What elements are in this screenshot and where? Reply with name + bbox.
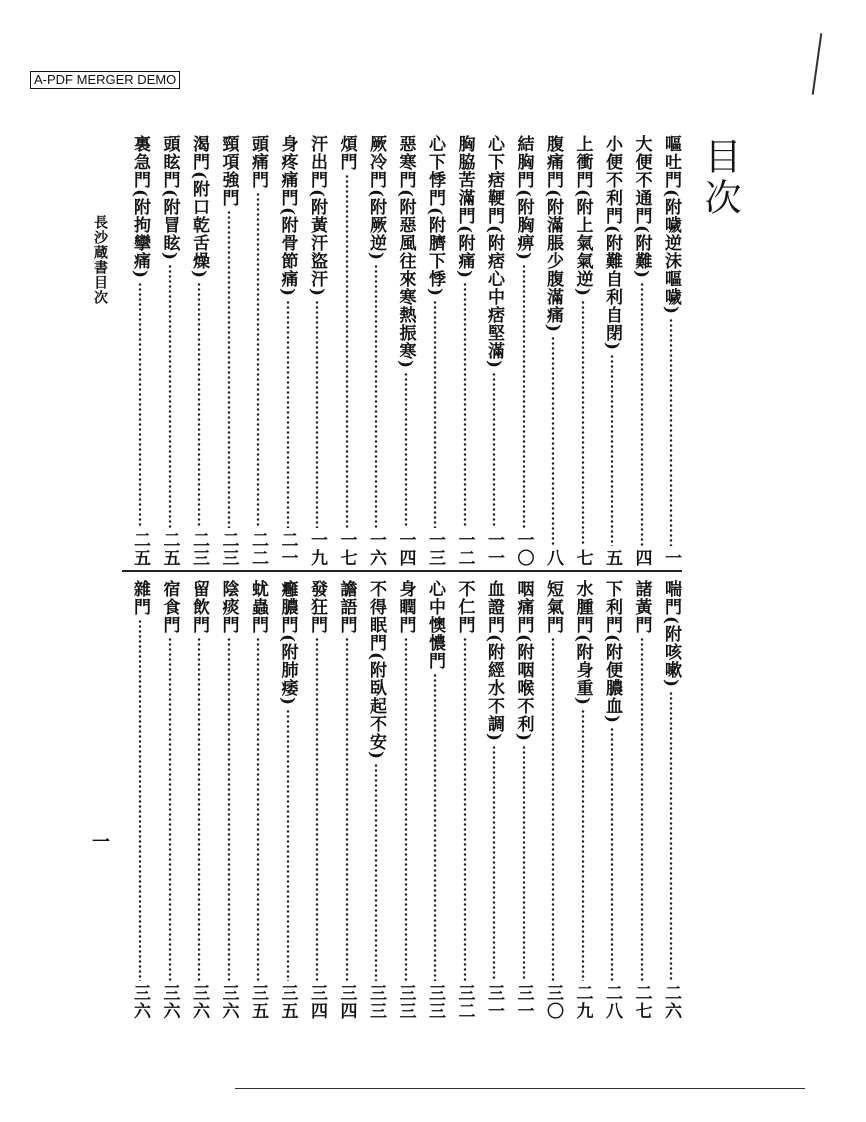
divider-line: [122, 570, 682, 572]
toc-entry: [572, 580, 594, 1020]
toc-entry: [218, 135, 240, 567]
toc-entry-title: 頭眩門(附冒眩): [159, 135, 180, 262]
toc-entry-title: 結胸門(附胸痹): [513, 135, 534, 262]
toc-entry-page: 三四: [336, 984, 357, 1020]
toc-entry-page: 四: [631, 549, 652, 567]
dot-leader: [365, 763, 387, 981]
dot-leader: [454, 282, 476, 528]
dot-leader: [660, 318, 682, 546]
toc-entry: [483, 135, 505, 567]
toc-entry-page: 三一: [513, 984, 534, 1020]
toc-entry-title: 心下痞鞕門(附痞心中痞堅滿): [484, 135, 504, 370]
toc-entry: [454, 135, 476, 567]
toc-entry-page: 三〇: [543, 984, 563, 1020]
toc-entry-title: 留飲門: [189, 580, 209, 634]
toc-entry: [454, 580, 476, 1020]
toc-entry: [277, 135, 299, 567]
toc-entry: [336, 135, 358, 567]
dot-leader: [277, 709, 299, 981]
toc-entry: [424, 580, 446, 1020]
toc-entry: [159, 135, 181, 567]
toc-entry-title: 短氣門: [543, 580, 563, 634]
toc-entry-title: 渴門(附口乾舌燥): [189, 135, 209, 280]
dot-leader: [247, 192, 269, 528]
toc-entry: [129, 135, 151, 567]
toc-entry-title: 嘔吐門(附噦逆沫嘔噦): [661, 135, 681, 316]
toc-entry-page: 三六: [130, 984, 150, 1020]
dot-leader: [218, 637, 240, 981]
toc-entry: [601, 135, 623, 567]
toc-entry-title: 腹痛門(附滿脹少腹滿痛): [543, 135, 563, 334]
toc-entry-page: 一: [661, 549, 681, 567]
toc-entry-page: 三三: [425, 984, 445, 1020]
toc-entry-title: 癰膿門(附肺痿): [277, 580, 298, 707]
toc-entry-title: 不得眠門(附臥起不安): [366, 580, 386, 761]
toc-entry-title: 宿食門: [159, 580, 180, 634]
toc-entry: [188, 580, 210, 1020]
dot-leader: [542, 637, 564, 981]
toc-entry: [218, 580, 240, 1020]
toc-entry: [542, 135, 564, 567]
toc-entry-title: 身疼痛門(附骨節痛): [277, 135, 298, 298]
toc-entry-page: 三一: [484, 984, 504, 1020]
toc-entry-page: 一〇: [513, 531, 534, 567]
toc-entry-title: 喘門(附咳嗽): [661, 580, 681, 689]
toc-entry: [129, 580, 151, 1020]
toc-entry-page: 二三: [218, 531, 239, 567]
toc-entry-page: 二二: [248, 531, 268, 567]
toc-entry-page: 三六: [189, 984, 209, 1020]
toc-entry: [660, 580, 682, 1020]
dot-leader: [336, 637, 358, 981]
toc-entry-page: 一九: [307, 531, 327, 567]
dot-leader: [306, 637, 328, 981]
toc-entry-page: 二三: [189, 531, 209, 567]
toc-entry-title: 心下悸門(附臍下悸): [425, 135, 445, 298]
toc-entry-title: 水腫門(附身重): [572, 580, 593, 707]
dot-leader: [129, 282, 151, 528]
toc-entry-title: 厥冷門(附厥逆): [366, 135, 386, 262]
toc-entry-title: 汗出門(附黃汗盜汗): [307, 135, 327, 298]
dot-leader: [188, 282, 210, 528]
dot-leader: [631, 282, 653, 546]
toc-entry-title: 發狂門: [307, 580, 327, 634]
toc-entry-page: 三五: [277, 984, 298, 1020]
dot-leader: [483, 745, 505, 981]
toc-entry-page: 一三: [425, 531, 445, 567]
dot-leader: [159, 264, 181, 528]
dot-leader: [395, 372, 417, 528]
toc-entry: [572, 135, 594, 567]
toc-entry-title: 小便不利門(附難自利自閉): [602, 135, 622, 352]
toc-entry-page: 二五: [130, 531, 150, 567]
dot-leader: [306, 300, 328, 528]
dot-leader: [424, 673, 446, 981]
dot-leader: [365, 264, 387, 528]
toc-entry: [365, 135, 387, 567]
toc-entry-page: 二八: [602, 984, 622, 1020]
toc-entry: [601, 580, 623, 1020]
dot-leader: [483, 372, 505, 528]
dot-leader: [572, 709, 594, 981]
dot-leader: [601, 727, 623, 981]
toc-entry-title: 下利門(附便膿血): [602, 580, 622, 725]
toc-entry-title: 裏急門(附拘攣痛): [130, 135, 150, 280]
toc-entry-title: 大便不通門(附難): [631, 135, 652, 280]
dot-leader: [336, 174, 358, 528]
toc-entry: [159, 580, 181, 1020]
toc-entry-title: 頸項強門: [218, 135, 239, 207]
toc-entry-title: 胸脇苦滿門(附痛): [454, 135, 475, 280]
toc-entry-page: 三四: [307, 984, 327, 1020]
page-title: 目次: [698, 137, 741, 219]
toc-entry-title: 譫語門: [336, 580, 357, 634]
dot-leader: [424, 300, 446, 528]
toc-entry: [336, 580, 358, 1020]
toc-entry: [395, 580, 417, 1020]
dot-leader: [218, 210, 240, 528]
toc-entry-page: 五: [602, 549, 622, 567]
toc-entry-title: 頭痛門: [248, 135, 268, 189]
toc-entry: [247, 580, 269, 1020]
toc-entry-title: 心中懊憹門: [425, 580, 445, 670]
toc-entry: [365, 580, 387, 1020]
toc-entry-page: 一四: [395, 531, 416, 567]
toc-entry-page: 一七: [336, 531, 357, 567]
dot-leader: [188, 637, 210, 981]
scan-mark: [812, 33, 823, 95]
running-footer: 長沙蔵書目次: [92, 215, 108, 305]
toc-entry: [483, 580, 505, 1020]
dot-leader: [542, 336, 564, 546]
toc-entry: [188, 135, 210, 567]
dot-leader: [513, 745, 535, 981]
toc-entry-page: 二九: [572, 984, 593, 1020]
dot-leader: [129, 619, 151, 981]
dot-leader: [660, 691, 682, 981]
toc-entry: [513, 580, 535, 1020]
toc-entry-page: 三五: [248, 984, 268, 1020]
toc-entry-title: 血證門(附經水不調): [484, 580, 504, 743]
dot-leader: [247, 637, 269, 981]
dot-leader: [454, 637, 476, 981]
toc-entry: [424, 135, 446, 567]
toc-entry-page: 二六: [661, 984, 681, 1020]
toc-entry-page: 一一: [484, 531, 504, 567]
toc-entry-page: 二七: [631, 984, 652, 1020]
toc-entry-title: 咽痛門(附咽喉不利): [513, 580, 534, 743]
toc-entry-page: 八: [543, 549, 563, 567]
toc-entry-title: 惡寒門(附惡風往來寒熱振寒): [395, 135, 416, 370]
dot-leader: [631, 637, 653, 981]
toc-entry-title: 雜門: [130, 580, 150, 616]
toc-entry: [277, 580, 299, 1020]
toc-entry-page: 一六: [366, 531, 386, 567]
toc-entry-page: 三三: [395, 984, 416, 1020]
page-number: 一: [89, 832, 110, 850]
toc-entry-page: 二一: [277, 531, 298, 567]
toc-entry-title: 身瞤門: [395, 580, 416, 634]
dot-leader: [159, 637, 181, 981]
toc-entry-page: 二五: [159, 531, 180, 567]
toc-entry-page: 三三: [366, 984, 386, 1020]
toc-entry-title: 諸黃門: [631, 580, 652, 634]
toc-entry: [306, 580, 328, 1020]
dot-leader: [395, 637, 417, 981]
toc-entry-page: 七: [572, 549, 593, 567]
toc-entry-page: 三二: [454, 984, 475, 1020]
toc-entry: [631, 580, 653, 1020]
toc-entry: [660, 135, 682, 567]
toc-entry: [306, 135, 328, 567]
bottom-rule: [235, 1088, 805, 1089]
toc-entry: [542, 580, 564, 1020]
watermark-label: A-PDF MERGER DEMO: [30, 71, 180, 89]
dot-leader: [572, 300, 594, 546]
toc-entry: [631, 135, 653, 567]
toc-entry-page: 三六: [218, 984, 239, 1020]
toc-entry: [247, 135, 269, 567]
toc-entry-title: 煩門: [336, 135, 357, 171]
dot-leader: [513, 264, 535, 528]
toc-entry: [513, 135, 535, 567]
toc-entry-title: 不仁門: [454, 580, 475, 634]
toc-entry-title: 蚘蟲門: [248, 580, 268, 634]
toc-entry-page: 三六: [159, 984, 180, 1020]
toc-entry-title: 陰痰門: [218, 580, 239, 634]
toc-entry: [395, 135, 417, 567]
toc-entry-page: 一二: [454, 531, 475, 567]
dot-leader: [277, 300, 299, 528]
dot-leader: [601, 354, 623, 546]
toc-entry-title: 上衝門(附上氣氣逆): [572, 135, 593, 298]
